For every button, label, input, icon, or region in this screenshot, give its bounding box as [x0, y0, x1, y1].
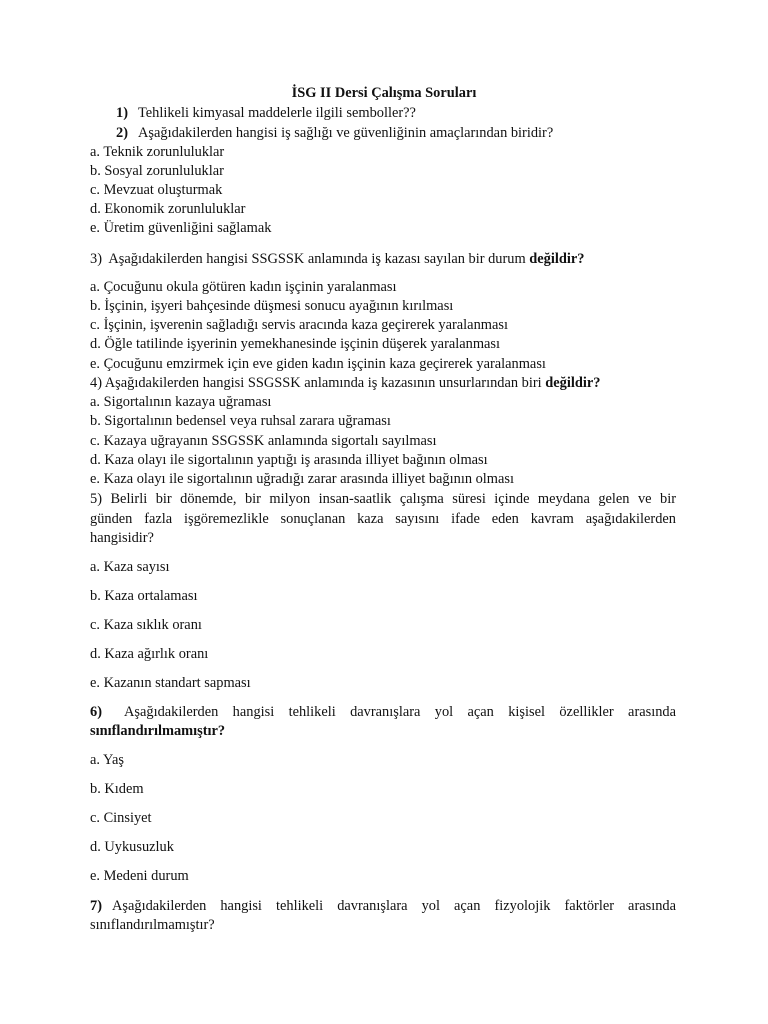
q5-option-a: a. Kaza sayısı: [90, 559, 170, 575]
q5-option-b: b. Kaza ortalaması: [90, 588, 198, 604]
question-3-text: 3) Aşağıdakilerden hangisi SSGSSK anlamında iş kazası sayılan bir durum: [90, 251, 530, 267]
question-6-number: 6): [90, 704, 102, 720]
q3-option-d: d. Öğle tatilinde işyerinin yemekhanesinde işçinin düşerek yaralanması: [90, 336, 501, 352]
question-2-number: 2): [116, 125, 128, 141]
question-5-line-3: hangisidir?: [90, 530, 154, 546]
q2-option-a: a. Teknik zorunluluklar: [90, 144, 225, 160]
question-2: [116, 124, 553, 143]
q4-option-d: d. Kaza olayı ile sigortalının yaptığı iş arasında illiyet bağının olması: [90, 452, 488, 468]
q4-option-c: c. Kazaya uğrayanın SSGSSK anlamında sigortalı sayılması: [90, 433, 437, 449]
q2-option-e: e. Üretim güvenliğini sağlamak: [90, 220, 272, 236]
question-1-text: Tehlikeli kimyasal maddelerle ilgili semboller??: [138, 105, 416, 121]
q2-option-c: c. Mevzuat oluşturmak: [90, 182, 223, 198]
question-1: [116, 104, 416, 123]
q6-option-c: c. Cinsiyet: [90, 810, 152, 826]
q6-option-a: a. Yaş: [90, 752, 124, 768]
q4-option-a: a. Sigortalının kazaya uğraması: [90, 394, 272, 410]
question-4: [90, 374, 676, 393]
question-3: [90, 250, 676, 269]
question-6-line-2: [90, 722, 676, 741]
question-7-line-2: sınıflandırılmamıştır?: [90, 917, 215, 933]
q3-option-a: a. Çocuğunu okula götüren kadın işçinin yaralanması: [90, 279, 397, 295]
question-4-text: 4) Aşağıdakilerden hangisi SSGSSK anlamında iş kazasının unsurlarından biri: [90, 375, 546, 391]
q2-option-d: d. Ekonomik zorunluluklar: [90, 201, 246, 217]
question-7-line-1: [90, 897, 676, 916]
q6-option-e: e. Medeni durum: [90, 868, 189, 884]
question-3-emphasis: değildir?: [529, 251, 585, 267]
q6-option-d: d. Uykusuzluk: [90, 839, 174, 855]
q2-option-b: b. Sosyal zorunluluklar: [90, 163, 224, 179]
question-6-line-1: [90, 703, 676, 722]
q4-option-e: e. Kaza olayı ile sigortalının uğradığı zarar arasında illiyet bağının olması: [90, 471, 514, 487]
q5-option-d: d. Kaza ağırlık oranı: [90, 646, 209, 662]
question-5-line-2: günden fazla işgöremezlikle sonuçlanan kaza sayısını ifade eden kavram aşağıdakilerden: [90, 511, 676, 527]
question-7-text: Aşağıdakilerden hangisi tehlikeli davranışlara yol açan fizyolojik faktörler arasında: [112, 898, 676, 914]
q3-option-b: b. İşçinin, işyeri bahçesinde düşmesi sonucu ayağının kırılması: [90, 298, 454, 314]
question-6-emphasis: sınıflandırılmamıştır?: [90, 723, 226, 739]
q6-option-b: b. Kıdem: [90, 781, 144, 797]
question-6-text: Aşağıdakilerden hangisi tehlikeli davranışlara yol açan kişisel özellikler arasında: [124, 704, 676, 720]
question-5-line-1: 5) Belirli bir dönemde, bir milyon insan-saatlik çalışma süresi içinde meydana gelen ve bir: [90, 491, 676, 507]
document-title: İSG II Dersi Çalışma Soruları: [291, 85, 477, 101]
question-2-text: Aşağıdakilerden hangisi iş sağlığı ve güvenliğinin amaçlarından biridir?: [138, 125, 554, 141]
q5-option-e: e. Kazanın standart sapması: [90, 675, 251, 691]
question-4-emphasis: değildir?: [545, 375, 601, 391]
q3-option-c: c. İşçinin, işverenin sağladığı servis aracında kaza geçirerek yaralanması: [90, 317, 508, 333]
question-7-number: 7): [90, 898, 102, 914]
q5-option-c: c. Kaza sıklık oranı: [90, 617, 202, 633]
q4-option-b: b. Sigortalının bedensel veya ruhsal zarara uğraması: [90, 413, 391, 429]
question-1-number: 1): [116, 105, 128, 121]
q3-option-e: e. Çocuğunu emzirmek için eve giden kadın işçinin kaza geçirerek yaralanması: [90, 356, 546, 372]
